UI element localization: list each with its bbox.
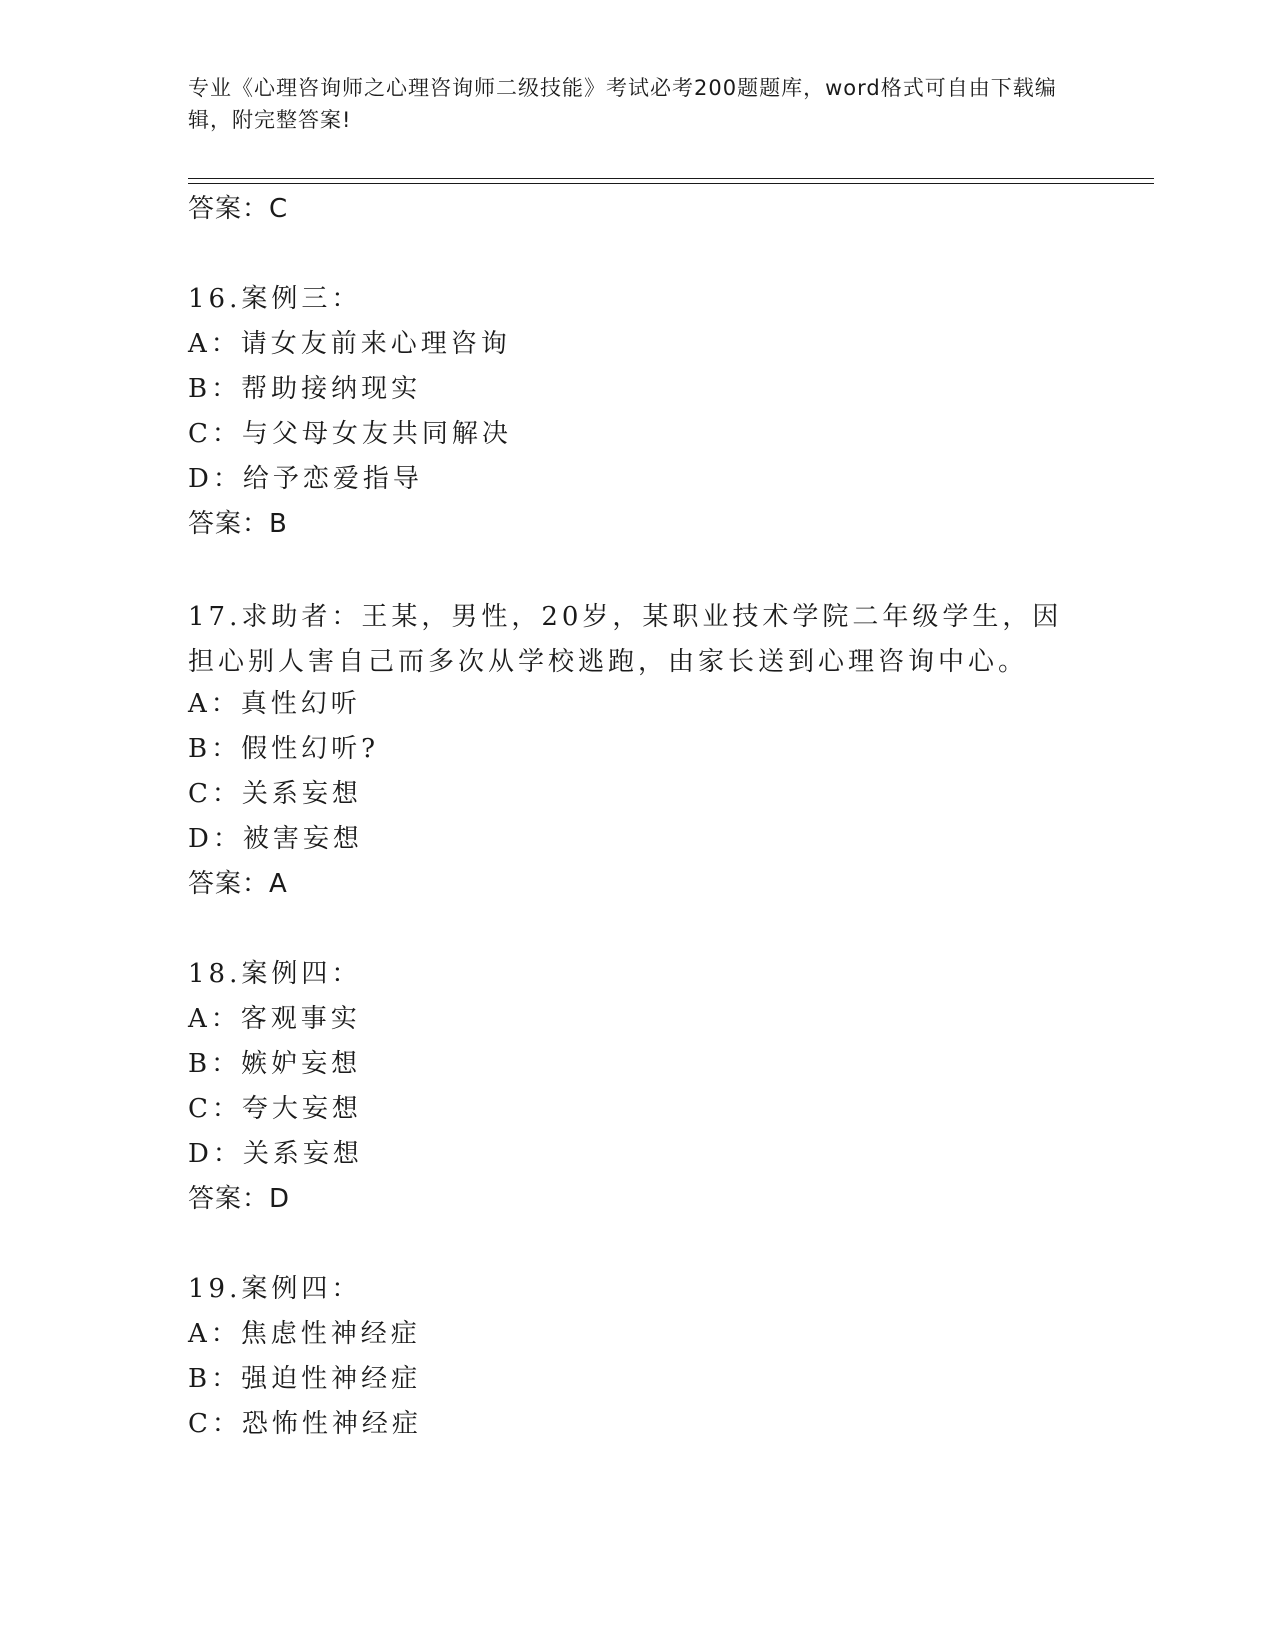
question-16-option-d: D：给予恋爱指导 bbox=[188, 464, 423, 494]
question-17-answer: 答案：A bbox=[188, 869, 288, 899]
question-16-stem: 16.案例三： bbox=[188, 284, 362, 314]
question-19-stem: 19.案例四： bbox=[188, 1274, 362, 1304]
question-18-option-d: D：关系妄想 bbox=[188, 1139, 363, 1169]
document-header: 专业《心理咨询师之心理咨询师二级技能》考试必考200题题库，word格式可自由下载编辑，附完整答案! bbox=[188, 76, 1057, 132]
question-19-option-a: A：焦虑性神经症 bbox=[188, 1319, 421, 1349]
question-17-option-c: C：关系妄想 bbox=[188, 779, 362, 809]
question-18-option-a: A：客观事实 bbox=[188, 1004, 361, 1034]
answer-15: 答案：C bbox=[188, 194, 289, 224]
question-19-option-b: B：强迫性神经症 bbox=[188, 1364, 422, 1394]
question-16-answer: 答案：B bbox=[188, 509, 288, 539]
question-16-option-a: A：请女友前来心理咨询 bbox=[188, 329, 511, 359]
question-19-option-c: C：恐怖性神经症 bbox=[188, 1409, 422, 1439]
question-18-option-c: C：夸大妄想 bbox=[188, 1094, 362, 1124]
question-16-option-b: B：帮助接纳现实 bbox=[188, 374, 422, 404]
question-18-option-b: B：嫉妒妄想 bbox=[188, 1049, 362, 1079]
question-17-stem: 17.求助者：王某，男性，20岁，某职业技术学院二年级学生，因担心别人害自己而多次从学校逃跑，由家长送到心理咨询中心。 bbox=[188, 602, 1063, 677]
question-17-option-a: A：真性幻听 bbox=[188, 689, 361, 719]
question-17-option-b: B：假性幻听? bbox=[188, 734, 380, 764]
header-rule-top bbox=[188, 178, 1154, 179]
question-17-option-d: D：被害妄想 bbox=[188, 824, 363, 854]
header-rule-bottom bbox=[188, 183, 1154, 184]
question-18-stem: 18.案例四： bbox=[188, 959, 362, 989]
question-18-answer: 答案：D bbox=[188, 1184, 291, 1214]
question-16-option-c: C：与父母女友共同解决 bbox=[188, 419, 512, 449]
